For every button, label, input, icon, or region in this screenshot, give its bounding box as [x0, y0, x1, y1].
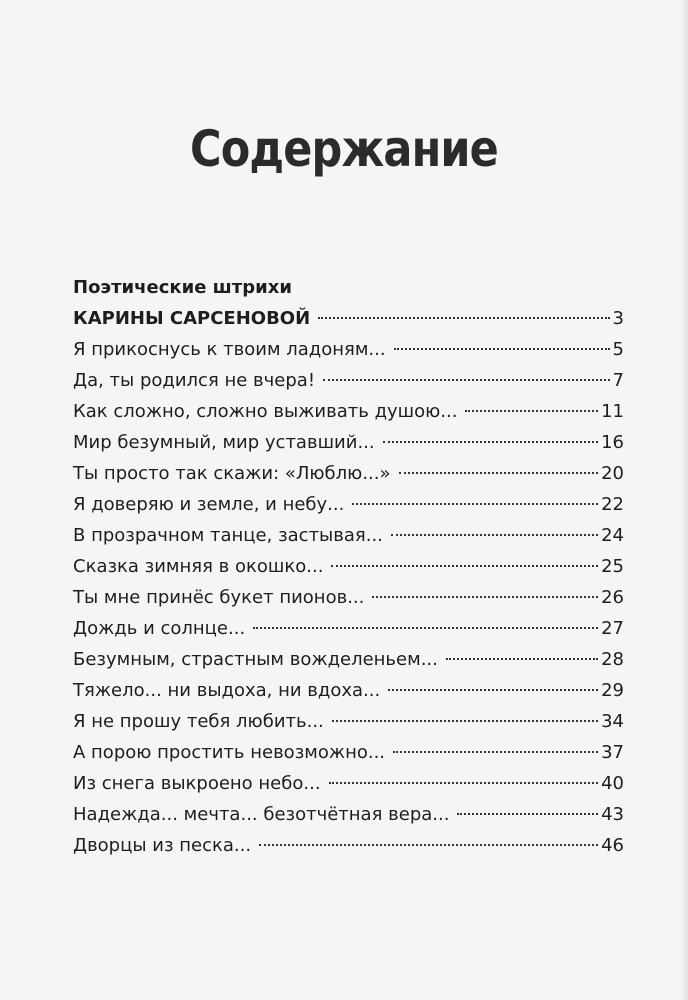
toc-entry: [73, 365, 624, 396]
toc-page-number: 20: [601, 463, 624, 484]
dot-leader: [394, 348, 610, 350]
table-of-contents: [73, 272, 624, 861]
toc-entry: [73, 644, 624, 675]
toc-page-number: 22: [601, 494, 624, 515]
toc-entry: [73, 768, 624, 799]
dot-leader: [465, 410, 598, 412]
toc-entry-title: Безумным, страстным вожделеньем...: [73, 649, 438, 670]
toc-entry-title: Я не прошу тебя любить...: [73, 711, 324, 732]
toc-entry: [73, 396, 624, 427]
dot-leader: [253, 627, 598, 629]
toc-entry-title: Я доверяю и земле, и небу...: [73, 494, 345, 515]
toc-page-number: 43: [601, 804, 624, 825]
toc-entry-title: Ты мне принёс букет пионов...: [73, 587, 365, 608]
toc-entry-title: Мир безумный, мир уставший...: [73, 432, 375, 453]
toc-entry: [73, 830, 624, 861]
toc-entry: [73, 551, 624, 582]
toc-entry: [73, 737, 624, 768]
toc-entry: [73, 458, 624, 489]
dot-leader: [259, 844, 598, 846]
toc-entry-title: Да, ты родился не вчера!: [73, 370, 316, 391]
toc-entry-title: Дождь и солнце...: [73, 618, 246, 639]
dot-leader: [383, 441, 598, 443]
dot-leader: [323, 379, 610, 381]
toc-entry-title: Дворцы из песка...: [73, 835, 252, 856]
dot-leader: [329, 782, 599, 784]
toc-page-number: 37: [601, 742, 624, 763]
dot-leader: [332, 720, 598, 722]
dot-leader: [372, 596, 598, 598]
toc-page-number: 46: [601, 835, 624, 856]
toc-entry: [73, 582, 624, 613]
toc-entry: [73, 613, 624, 644]
toc-page-number: 28: [601, 649, 624, 670]
toc-entry-title: Я прикоснусь к твоим ладоням...: [73, 339, 386, 360]
toc-entry-title: Сказка зимняя в окошко...: [73, 556, 324, 577]
toc-page-number: 11: [601, 401, 624, 422]
toc-entry: [73, 706, 624, 737]
toc-entry-title: Как сложно, сложно выживать душою...: [73, 401, 458, 422]
toc-entry: [73, 520, 624, 551]
toc-entry: [73, 334, 624, 365]
toc-page-number: 27: [601, 618, 624, 639]
toc-page-number: 5: [612, 339, 624, 360]
toc-entry-title: Из снега выкроено небо...: [73, 773, 321, 794]
toc-entry-title: В прозрачном танце, застывая...: [73, 525, 383, 546]
dot-leader: [457, 813, 598, 815]
dot-leader: [352, 503, 598, 505]
toc-entry-title: Ты просто так скажи: «Люблю...»: [73, 463, 391, 484]
toc-entry: [73, 799, 624, 830]
dot-leader: [399, 472, 599, 474]
toc-section-title-line1: Поэтические штрихи: [73, 277, 292, 298]
toc-page-number: 7: [612, 370, 624, 391]
toc-page-number: 3: [612, 308, 624, 329]
toc-page-number: 24: [601, 525, 624, 546]
dot-leader: [318, 317, 609, 319]
dot-leader: [388, 689, 598, 691]
toc-entry-title: Тяжело... ни выдоха, ни вдоха...: [73, 680, 381, 701]
dot-leader: [446, 658, 598, 660]
toc-entry: [73, 675, 624, 706]
page-title: Содержание: [190, 120, 498, 178]
toc-page-number: 26: [601, 587, 624, 608]
toc-section-entry: [73, 303, 624, 334]
toc-entry-title: А порою простить невозможно...: [73, 742, 386, 763]
dot-leader: [331, 565, 598, 567]
toc-page-number: 34: [601, 711, 624, 732]
page-edge-shadow: [680, 0, 688, 1000]
toc-entry: [73, 427, 624, 458]
toc-section-title-line2: КАРИНЫ САРСЕНОВОЙ: [73, 308, 311, 329]
toc-page-number: 16: [601, 432, 624, 453]
toc-page-number: 29: [601, 680, 624, 701]
toc-page-number: 40: [601, 773, 624, 794]
toc-entry: [73, 489, 624, 520]
toc-entry-title: Надежда... мечта... безотчётная вера...: [73, 804, 450, 825]
dot-leader: [393, 751, 598, 753]
toc-page-number: 25: [601, 556, 624, 577]
dot-leader: [391, 534, 598, 536]
